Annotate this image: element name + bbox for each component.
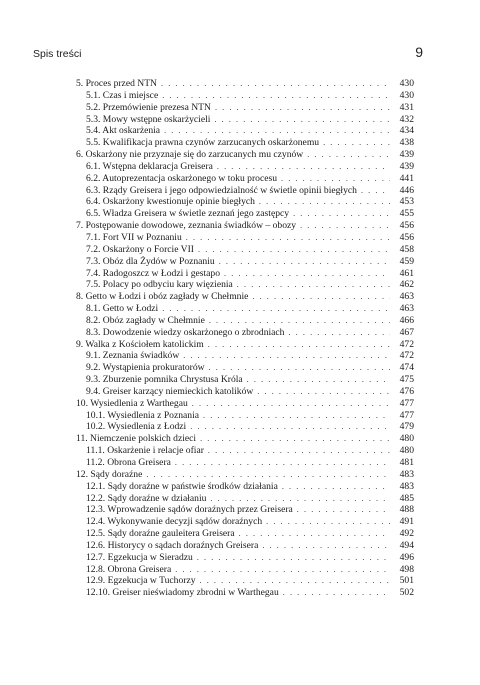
toc-entry-title: 12.3. Wprowadzenie sądów doraźnych przez Greisera [86,504,293,516]
page-number: 9 [415,44,423,60]
toc-dot-leader [162,303,390,315]
toc-section-entry [76,244,414,256]
toc-entry-title: 12.1. Sądy doraźne w państwie środków działania [86,480,278,492]
toc-section-entry [76,493,414,505]
toc-entry-page: 458 [399,243,414,255]
toc-entry-page: 494 [399,539,414,551]
toc-entry-page: 459 [399,255,414,267]
toc-entry-title: 9.1. Zeznania świadków [86,350,180,362]
toc-entry-page: 501 [399,575,414,587]
toc-entry-title: 5.5. Kwalifikacja prawna czynów zarzucanych oskarżonemu [86,137,320,149]
toc-section-entry [76,173,414,185]
toc-entry-page: 498 [399,563,414,575]
toc-entry-page: 483 [399,480,414,492]
toc-dot-leader [257,386,390,398]
toc-entry-page: 485 [399,492,414,504]
toc-entry-title: 7.3. Obóz dla Żydów w Poznaniu [86,255,215,267]
toc-entry-page: 456 [399,220,414,232]
toc-entry-page: 456 [399,231,414,243]
toc-dot-leader [175,564,390,576]
toc-chapter-entry [76,78,414,90]
toc-entry-title: 8.3. Dowodzenie wiedzy oskarżonego o zbrodniach [86,326,285,338]
toc-dot-leader [283,587,390,599]
toc-entry-page: 483 [399,468,414,480]
toc-dot-leader [281,173,390,185]
toc-entry-page: 455 [399,208,414,220]
toc-entry-page: 477 [399,409,414,421]
toc-dot-leader [215,102,390,114]
toc-dot-leader [259,196,390,208]
toc-entry-title: 11.1. Oskarżenie i relacje ofiar [86,445,204,457]
toc-section-entry [76,102,414,114]
toc-entry-title: 6.3. Rządy Greisera i jego odpowiedzialność w świetle opinii biegłych [86,184,357,196]
toc-section-entry [76,374,414,386]
toc-dot-leader [162,90,390,102]
toc-section-entry [76,185,414,197]
toc-entry-page: 476 [399,385,414,397]
toc-dot-leader [361,185,390,197]
toc-dot-leader [161,78,390,90]
toc-entry-title: 12.2. Sądy doraźne w działaniu [86,492,207,504]
toc-dot-leader [164,125,390,137]
toc-entry-page: 466 [399,314,414,326]
toc-entry-title: 9.4. Greiser karzący niemieckich katolików [86,385,254,397]
toc-chapter-entry [76,433,414,445]
toc-entry-page: 441 [399,172,414,184]
toc-entry-page: 472 [399,338,414,350]
toc-entry-page: 481 [399,457,414,468]
toc-dot-leader [237,279,390,291]
toc-dot-leader [214,114,390,126]
toc-dot-leader [266,516,390,528]
toc-entry-title: 12.9. Egzekucja w Tuchorzy [86,575,196,587]
toc-section-entry [76,504,414,516]
toc-dot-leader [208,339,390,351]
toc-dot-leader [219,256,390,268]
toc-dot-leader [262,540,390,552]
toc-section-entry [76,587,414,599]
toc-entry-page: 492 [399,528,414,540]
toc-entry-title: 6.5. Władza Greisera w świetle zeznań jego zastępcy [86,208,290,220]
toc-entry-title: 12.6. Historycy o sądach doraźnych Greisera [86,539,259,551]
toc-dot-leader [200,575,390,587]
toc-entry-page: 430 [399,78,414,89]
toc-entry-title: 8.2. Obóz zagłady w Chełmnie [86,314,205,326]
toc-entry-page: 432 [399,113,414,125]
toc-entry-page: 491 [399,516,414,528]
toc-dot-leader [197,552,390,564]
toc-section-entry [76,137,414,149]
toc-entry-title: 9.3. Zburzenie pomnika Chrystusa Króla [86,374,243,386]
toc-entry-page: 431 [399,101,414,113]
toc-entry-title: 12. Sądy doraźne [76,468,143,480]
toc-section-entry [76,232,414,244]
toc-entry-title: 11.2. Obrona Greisera [86,457,171,468]
toc-section-entry [76,90,414,102]
toc-entry-title: 6. Oskarżony nie przyznaje się do zarzucanych mu czynów [76,149,304,161]
toc-dot-leader [297,504,390,516]
toc-dot-leader [203,410,390,422]
toc-dot-leader [323,137,390,149]
toc-entry-title: 12.8. Obrona Greisera [86,563,172,575]
toc-section-entry [76,268,414,280]
toc-entry-title: 7.1. Fort VII w Poznaniu [86,231,182,243]
toc-chapter-entry [76,469,414,481]
toc-entry-title: 11. Niemczenie polskich dzieci [76,433,197,445]
toc-entry-title: 12.7. Egzekucja w Sieradzu [86,551,193,563]
toc-entry-title: 5.4. Akt oskarżenia [86,125,161,137]
toc-section-entry [76,540,414,552]
toc-entry-title: 12.10. Greiser nieświadomy zbrodni w Warthegau [86,587,279,599]
toc-section-entry [76,445,414,457]
table-of-contents [76,78,414,599]
toc-dot-leader [209,315,390,327]
toc-dot-leader [186,232,390,244]
toc-entry-page: 474 [399,362,414,374]
toc-dot-leader [247,374,390,386]
toc-entry-page: 462 [399,279,414,291]
toc-entry-title: 7.2. Oskarżony o Forcie VII [86,243,194,255]
toc-dot-leader [210,493,390,505]
toc-section-entry [76,161,414,173]
toc-entry-title: 10.2. Wysiedlenia z Łodzi [86,421,187,433]
toc-entry-page: 463 [399,291,414,303]
toc-entry-title: 5.3. Mowy wstępne oskarżycieli [86,113,211,125]
toc-entry-page: 453 [399,196,414,208]
toc-section-entry [76,421,414,433]
toc-entry-page: 502 [399,587,414,599]
toc-dot-leader [175,457,390,469]
toc-dot-leader [198,244,390,256]
toc-dot-leader [192,398,390,410]
toc-entry-title: 6.2. Autoprezentacja oskarżonego w toku procesu [86,172,278,184]
toc-entry-title: 7.4. Radogoszcz w Łodzi i gestapo [86,267,221,279]
toc-entry-page: 439 [399,149,414,161]
toc-entry-title: 12.5. Sądy doraźne gauleitera Greisera [86,528,235,540]
toc-section-entry [76,362,414,374]
toc-entry-title: 6.1. Wstępna deklaracja Greisera [86,160,213,172]
toc-dot-leader [307,149,390,161]
toc-dot-leader [288,327,390,339]
toc-section-entry [76,114,414,126]
toc-dot-leader [209,362,390,374]
toc-entry-title: 10.1. Wysiedlenia z Poznania [86,409,200,421]
toc-entry-page: 477 [399,397,414,409]
toc-dot-leader [208,445,390,457]
toc-dot-leader [200,433,390,445]
toc-entry-title: 6.4. Oskarżony kwestionuje opinie biegłych [86,196,255,208]
toc-dot-leader [293,208,390,220]
toc-section-entry [76,386,414,398]
toc-entry-page: 438 [399,137,414,149]
toc-section-entry [76,516,414,528]
toc-entry-page: 446 [399,184,414,196]
toc-dot-leader [224,268,390,280]
toc-entry-page: 463 [399,303,414,315]
toc-section-entry [76,327,414,339]
toc-section-entry [76,196,414,208]
toc-section-entry [76,303,414,315]
toc-section-entry [76,256,414,268]
toc-entry-page: 479 [399,421,414,433]
toc-dot-leader [190,421,390,433]
toc-chapter-entry [76,398,414,410]
toc-section-entry [76,125,414,137]
toc-chapter-entry [76,339,414,351]
toc-entry-page: 439 [399,160,414,172]
toc-entry-title: 7.5. Polacy po odbyciu kary więzienia [86,279,233,291]
toc-entry-title: 9. Walka z Kościołem katolickim [76,338,204,350]
toc-entry-title: 12.4. Wykonywanie decyzji sądów doraźnych [86,516,263,528]
toc-chapter-entry [76,149,414,161]
toc-entry-page: 461 [399,267,414,279]
toc-dot-leader [300,220,390,232]
toc-section-entry [76,457,414,469]
toc-entry-title: 5.2. Przemówienie prezesa NTN [86,101,211,113]
toc-entry-title: 9.2. Wystąpienia prokuratorów [86,362,205,374]
toc-dot-leader [282,481,390,493]
running-head: Spis treści [33,48,82,60]
toc-entry-page: 434 [399,125,414,137]
toc-section-entry [76,208,414,220]
toc-entry-page: 496 [399,551,414,563]
toc-entry-title: 10. Wysiedlenia z Warthegau [76,397,188,409]
toc-dot-leader [146,469,390,481]
toc-section-entry [76,279,414,291]
toc-entry-page: 488 [399,504,414,516]
toc-entry-page: 480 [399,445,414,457]
toc-dot-leader [252,291,390,303]
toc-section-entry [76,528,414,540]
toc-entry-title: 5.1. Czas i miejsce [86,89,159,101]
toc-section-entry [76,552,414,564]
toc-entry-page: 475 [399,374,414,386]
toc-section-entry [76,410,414,422]
toc-entry-title: 5. Proces przed NTN [76,78,157,89]
toc-entry-page: 480 [399,433,414,445]
toc-section-entry [76,575,414,587]
toc-section-entry [76,350,414,362]
toc-section-entry [76,315,414,327]
toc-chapter-entry [76,291,414,303]
toc-entry-title: 8.1. Getto w Łodzi [86,303,159,315]
toc-entry-page: 430 [399,89,414,101]
toc-chapter-entry [76,220,414,232]
toc-entry-title: 8. Getto w Łodzi i obóz zagłady w Chełmnie [76,291,249,303]
toc-section-entry [76,481,414,493]
toc-entry-page: 467 [399,326,414,338]
toc-entry-title: 7. Postępowanie dowodowe, zeznania świadków – obozy [76,220,297,232]
toc-dot-leader [183,350,390,362]
toc-section-entry [76,564,414,576]
toc-entry-page: 472 [399,350,414,362]
toc-dot-leader [239,528,390,540]
toc-dot-leader [217,161,390,173]
